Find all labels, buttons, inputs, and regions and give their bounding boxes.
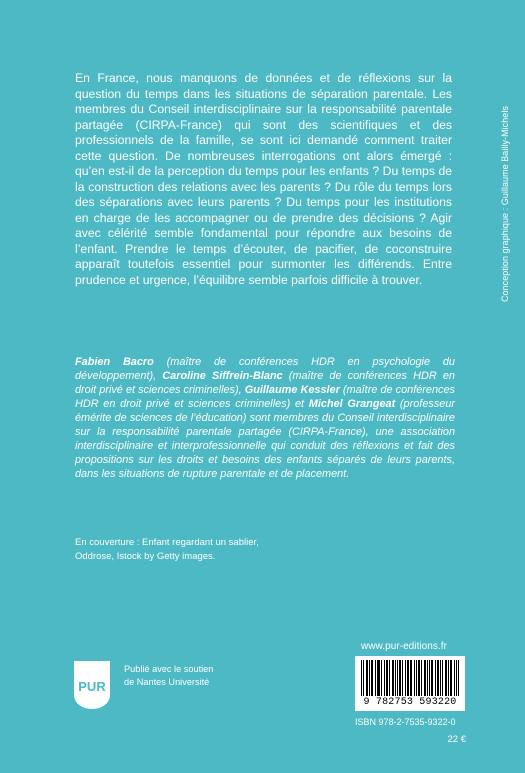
barcode-bar <box>392 660 393 696</box>
barcode-bar <box>445 660 446 696</box>
barcode-bar <box>405 660 406 696</box>
barcode-bar <box>387 660 388 696</box>
publisher-line-2: de Nantes Université <box>124 677 210 687</box>
barcode-bar <box>419 660 420 696</box>
barcode-bar <box>372 660 373 696</box>
barcode-bar <box>456 660 457 696</box>
barcode-bar <box>438 660 439 696</box>
barcode-bar <box>367 660 368 696</box>
barcode-bar <box>448 660 449 696</box>
barcode-bar <box>421 660 422 696</box>
barcode-bar <box>458 660 459 696</box>
barcode-bar <box>379 660 380 696</box>
publisher-line-1: Publié avec le soutien <box>124 664 214 674</box>
barcode-bar <box>416 660 417 696</box>
barcode-bar <box>411 660 412 696</box>
cover-credit-line-1: En couverture : Enfant regardant un sablier, <box>75 537 259 548</box>
author-name-4: Michel Grangeat <box>308 398 396 410</box>
author-name-1: Fabien Bacro <box>75 356 154 368</box>
barcode-bar <box>424 660 425 696</box>
author-name-2: Caroline Siffrein-Blanc <box>162 370 283 382</box>
barcode-bar <box>429 660 430 696</box>
barcode-bar <box>425 660 426 696</box>
publisher-url: www.pur-editions.fr <box>361 641 447 652</box>
blurb-paragraph: En France, nous manquons de données et de réflexions sur la question du temps dans les situations de séparation parentale. Les membres du Conseil interdisciplinaire sur la responsabilité parentale partagée (CIRPA-France) qui sont des scientifiques et des professionnels de la famille, se sont ici demandé comment traiter cette question. De nombreuses interrogations ont alors émergé : qu’en est-il de la perception du temps pour les enfants ? Du temps de la construction des relations avec les parents ? Du rôle du temps lors des séparations avec leurs parents ? Du temps pour les institutions en charge de les accompagner ou de prendre des décisions ? Agir avec célérité semble fondamental pour répondre aux besoins de l’enfant. Prendre le temps d’écouter, de pacifier, de coconstruire apparaît toutefois essentiel pour surmonter les différends. Entre prudence et urgence, l’équilibre semble parfois difficile à trouver. <box>75 71 452 287</box>
barcode-bar <box>375 660 376 696</box>
cover-credit-line-2: Oddrose, Istock by Getty images. <box>75 551 216 562</box>
barcode-bar <box>432 660 433 696</box>
barcode-bar <box>371 660 372 696</box>
barcode-bar <box>377 660 378 696</box>
barcode-bar <box>437 660 438 696</box>
barcode-bar <box>402 660 403 696</box>
barcode-bar <box>418 660 419 696</box>
barcode-bar <box>435 660 436 696</box>
barcode-bar <box>361 660 362 696</box>
author-role-3: (maître de conférences HDR en droit privé et sciences criminelles) et <box>75 384 455 410</box>
pur-logo-text: PUR <box>78 679 106 694</box>
barcode <box>355 656 465 711</box>
author-role-4: (professeur émérite de sciences de l’éducation) sont membres du Conseil interdisciplinaire sur la responsabilité parentale partagée (CIRPA-France), une association interdisciplinaire et interprofessionnelle qui conduit des réflexions et fait des propositions sur les droits et besoins des enfants séparés de leurs parents, dans les situations de rupture parentale et de placement. <box>75 398 456 480</box>
publisher-block <box>74 661 254 716</box>
barcode-bar <box>369 660 370 696</box>
barcode-bar <box>389 660 390 696</box>
barcode-bar <box>442 660 443 696</box>
barcode-bar <box>440 660 441 696</box>
design-credit: Conception graphique : Guillaume Bailly-Michels <box>500 106 510 302</box>
barcode-bars <box>359 660 461 696</box>
isbn: ISBN 978-2-7535-9322-0 <box>355 717 456 727</box>
barcode-digits: 9 782753 593220 <box>363 697 457 708</box>
price: 22 € <box>447 734 466 745</box>
barcode-bar <box>414 660 415 696</box>
barcode-bar <box>363 660 364 696</box>
barcode-bar <box>384 660 385 696</box>
barcode-bar <box>395 660 396 696</box>
barcode-bar <box>397 660 398 696</box>
barcode-bar <box>427 660 428 696</box>
barcode-bar <box>410 660 411 696</box>
authors-paragraph <box>75 355 455 481</box>
barcode-bar <box>378 660 379 696</box>
pur-logo <box>74 661 110 709</box>
publisher-support-text <box>124 663 244 689</box>
barcode-bar <box>454 660 455 696</box>
barcode-bar <box>399 660 400 696</box>
barcode-bar <box>451 660 452 696</box>
barcode-bar <box>431 660 432 696</box>
barcode-bar <box>386 660 387 696</box>
barcode-bar <box>381 660 382 696</box>
barcode-bar <box>408 660 409 696</box>
author-role-1: (maître de conférences HDR en psychologie du développement), <box>75 356 455 382</box>
barcode-bar <box>393 660 394 696</box>
cover-image-credit <box>75 536 305 564</box>
author-role-2: (maître de conférences HDR en droit privé et sciences criminelles), <box>75 370 455 396</box>
author-name-3: Guillaume Kessler <box>244 384 340 396</box>
barcode-bar <box>446 660 447 696</box>
barcode-bar <box>450 660 451 696</box>
barcode-bar <box>407 660 408 696</box>
barcode-bar <box>366 660 367 696</box>
barcode-bar <box>400 660 401 696</box>
